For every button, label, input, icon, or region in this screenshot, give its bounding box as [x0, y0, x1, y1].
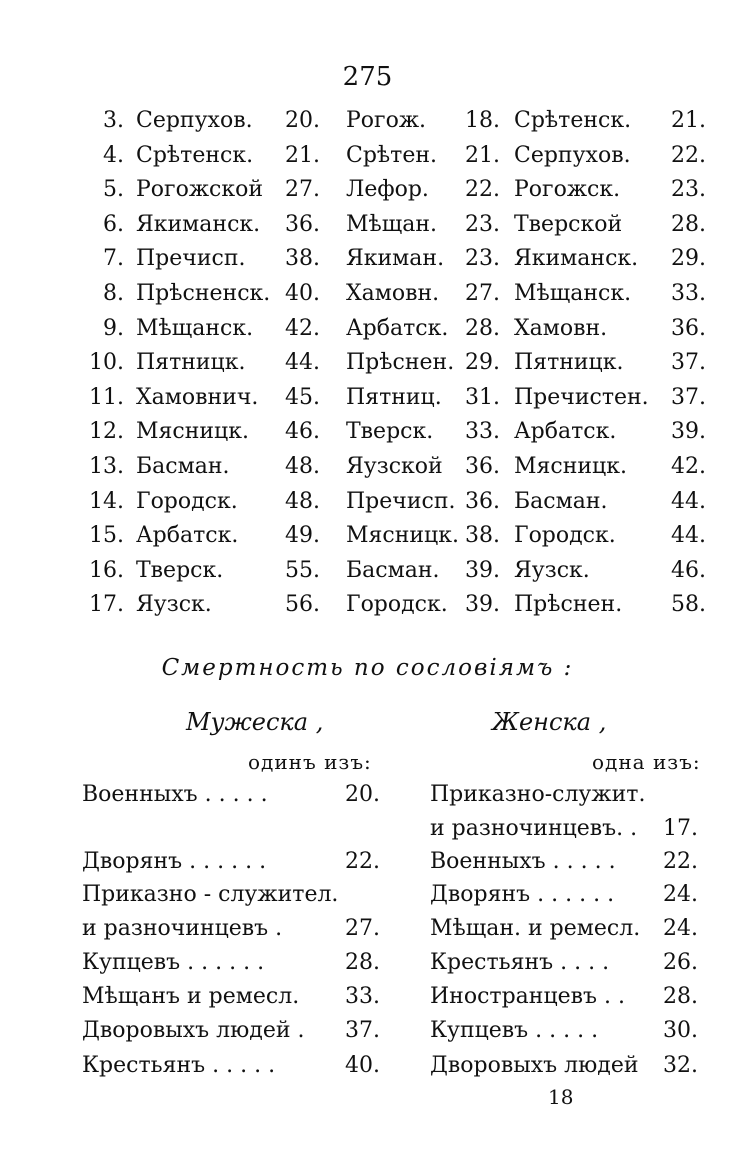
- district-value: 33.: [465, 419, 500, 445]
- estate-label: Дворянъ . . . . . .: [82, 849, 267, 874]
- table-row: [0, 208, 735, 243]
- district-value: 58.: [671, 592, 706, 618]
- district-value: 44.: [671, 523, 706, 549]
- table-row: [0, 104, 735, 139]
- district-value: 22.: [671, 142, 706, 168]
- district-name: Мясницк.: [514, 453, 627, 479]
- district-value: 42.: [671, 453, 706, 479]
- district-name: Пречисп.: [346, 488, 456, 514]
- row-index: 14.: [89, 488, 124, 514]
- male-column-subtitle: одинъ изъ:: [248, 750, 372, 774]
- district-name: Серпухов.: [136, 108, 253, 133]
- district-value: 39.: [671, 419, 706, 445]
- district-name: Якиман.: [346, 246, 445, 272]
- district-value: 40.: [285, 280, 320, 306]
- district-name: Серпухов.: [514, 142, 631, 168]
- district-name: Лефор.: [346, 177, 429, 203]
- district-value: 38.: [465, 523, 500, 549]
- district-value: 28.: [465, 315, 500, 341]
- female-column-subtitle: одна изъ:: [592, 750, 701, 774]
- district-name: Рогожск.: [514, 177, 621, 203]
- district-name: Пятницк.: [136, 350, 246, 376]
- district-name: Прѣснен.: [346, 350, 455, 376]
- estate-label: Крестьянъ . . . . .: [82, 1053, 276, 1078]
- estate-label: и разночинцевъ .: [82, 916, 283, 941]
- district-name: Хамовн.: [346, 280, 440, 306]
- district-name: Яузск.: [514, 557, 590, 583]
- female-column-title: Женска ,: [492, 708, 607, 736]
- district-name: Яузск.: [136, 592, 212, 618]
- table-row: [0, 519, 735, 554]
- list-item: [430, 812, 698, 846]
- district-value: 33.: [671, 280, 706, 306]
- district-value: 29.: [671, 246, 706, 272]
- district-name: Якиманск.: [136, 211, 261, 237]
- district-name: Срѣтенск.: [136, 142, 254, 168]
- district-value: 21.: [671, 108, 706, 133]
- table-row: [0, 242, 735, 277]
- district-value: 36.: [671, 315, 706, 341]
- estate-label: Военныхъ . . . . .: [82, 782, 268, 807]
- district-name: Хамовнич.: [136, 384, 259, 410]
- district-name: Прѣсненск.: [136, 280, 271, 306]
- estate-value: 37.: [345, 1018, 380, 1043]
- district-name: Городск.: [346, 592, 448, 618]
- row-index: 8.: [103, 280, 124, 306]
- row-index: 7.: [103, 246, 124, 272]
- district-value: 36.: [465, 453, 500, 479]
- district-value: 48.: [285, 453, 320, 479]
- table-row: [0, 554, 735, 589]
- district-name: Городск.: [514, 523, 616, 549]
- estate-label: Купцевъ . . . . . .: [82, 950, 265, 975]
- estate-label: Крестьянъ . . . .: [430, 950, 610, 975]
- district-name: Басман.: [514, 488, 608, 514]
- list-item: [430, 980, 698, 1014]
- list-item: [82, 778, 380, 812]
- estate-label: Приказно-служит.: [430, 782, 646, 807]
- district-value: 22.: [465, 177, 500, 203]
- district-name: Мѣщанск.: [514, 280, 632, 306]
- district-value: 37.: [671, 350, 706, 376]
- estate-label: Дворовыхъ людей .: [82, 1018, 305, 1043]
- district-name: Хамовн.: [514, 315, 608, 341]
- district-value: 28.: [671, 211, 706, 237]
- list-item: [430, 878, 698, 912]
- district-value: 39.: [465, 592, 500, 618]
- list-item: [430, 778, 698, 812]
- row-index: 5.: [103, 177, 124, 203]
- list-item: [82, 878, 380, 912]
- district-name: Срѣтенск.: [514, 108, 632, 133]
- district-name: Тверск.: [136, 557, 224, 583]
- row-index: 3.: [103, 108, 124, 133]
- estate-value: 26.: [663, 950, 698, 975]
- district-name: Тверск.: [346, 419, 434, 445]
- district-name: Арбатск.: [346, 315, 449, 341]
- district-value: 46.: [671, 557, 706, 583]
- district-name: Басман.: [136, 453, 230, 479]
- estate-value: 24.: [663, 882, 698, 907]
- list-item: [430, 912, 698, 946]
- district-mortality-table: [0, 104, 735, 623]
- row-index: 6.: [103, 211, 124, 237]
- estate-value: 30.: [663, 1018, 698, 1043]
- district-name: Пятницк.: [514, 350, 624, 376]
- estate-value: 17.: [663, 816, 698, 841]
- district-value: 39.: [465, 557, 500, 583]
- list-item: [430, 845, 698, 879]
- estate-value: 28.: [663, 984, 698, 1009]
- list-item: [82, 912, 380, 946]
- district-value: 49.: [285, 523, 320, 549]
- list-item: [82, 845, 380, 879]
- estate-value: 28.: [345, 950, 380, 975]
- estate-value: 22.: [345, 849, 380, 874]
- estate-label: и разночинцевъ. .: [430, 816, 638, 841]
- estate-label: Военныхъ . . . . .: [430, 849, 616, 874]
- district-value: 45.: [285, 384, 320, 410]
- table-row: [0, 173, 735, 208]
- district-value: 21.: [285, 142, 320, 168]
- list-item: [82, 1014, 380, 1048]
- estate-label: Мѣщан. и ремесл.: [430, 916, 641, 941]
- table-row: [0, 485, 735, 520]
- district-name: Мясницк.: [346, 523, 459, 549]
- row-index: 16.: [89, 557, 124, 583]
- district-value: 20.: [285, 108, 320, 133]
- district-name: Пречистен.: [514, 384, 649, 410]
- estate-label: Дворянъ . . . . . .: [430, 882, 615, 907]
- district-name: Мѣщан.: [346, 211, 438, 237]
- district-name: Басман.: [346, 557, 440, 583]
- row-index: 11.: [89, 384, 124, 410]
- estate-value: 33.: [345, 984, 380, 1009]
- estate-label: Мѣщанъ и ремесл.: [82, 984, 300, 1009]
- table-row: [0, 346, 735, 381]
- table-row: [0, 588, 735, 623]
- district-name: Яузской: [346, 453, 443, 479]
- row-index: 12.: [89, 419, 124, 445]
- table-row: [0, 450, 735, 485]
- row-index: 9.: [103, 315, 124, 341]
- table-row: [0, 381, 735, 416]
- district-value: 55.: [285, 557, 320, 583]
- table-row: [0, 277, 735, 312]
- district-value: 46.: [285, 419, 320, 445]
- male-column-title: Мужеска ,: [186, 708, 324, 736]
- estate-label: Купцевъ . . . . .: [430, 1018, 599, 1043]
- district-name: Арбатск.: [136, 523, 239, 549]
- signature-mark: 18: [548, 1085, 574, 1109]
- district-value: 21.: [465, 142, 500, 168]
- list-item: [82, 946, 380, 980]
- district-value: 18.: [465, 108, 500, 133]
- estate-value: 27.: [345, 916, 380, 941]
- district-name: Пятниц.: [346, 384, 442, 410]
- district-value: 29.: [465, 350, 500, 376]
- district-name: Арбатск.: [514, 419, 617, 445]
- row-index: 4.: [103, 142, 124, 168]
- district-name: Мѣщанск.: [136, 315, 254, 341]
- district-name: Мясницк.: [136, 419, 249, 445]
- district-value: 31.: [465, 384, 500, 410]
- page-number: 275: [342, 62, 393, 92]
- estate-label: Приказно - служител.: [82, 882, 339, 907]
- estate-label: Иностранцевъ . .: [430, 984, 625, 1009]
- row-index: 13.: [89, 453, 124, 479]
- estate-value: 32.: [663, 1053, 698, 1078]
- district-value: 38.: [285, 246, 320, 272]
- list-item: [430, 1049, 698, 1083]
- table-row: [0, 139, 735, 174]
- district-value: 23.: [465, 246, 500, 272]
- district-value: 27.: [465, 280, 500, 306]
- district-name: Рогожской: [136, 177, 264, 203]
- district-name: Пречисп.: [136, 246, 246, 272]
- district-name: Городск.: [136, 488, 238, 514]
- row-index: 17.: [89, 592, 124, 618]
- district-value: 36.: [465, 488, 500, 514]
- list-item: [430, 946, 698, 980]
- estate-value: 40.: [345, 1053, 380, 1078]
- list-item: [430, 1014, 698, 1048]
- district-value: 42.: [285, 315, 320, 341]
- district-name: Срѣтен.: [346, 142, 438, 168]
- list-item: [82, 1049, 380, 1083]
- district-value: 56.: [285, 592, 320, 618]
- table-row: [0, 415, 735, 450]
- row-index: 10.: [89, 350, 124, 376]
- district-value: 44.: [285, 350, 320, 376]
- row-index: 15.: [89, 523, 124, 549]
- district-name: Тверской: [514, 211, 623, 237]
- district-value: 37.: [671, 384, 706, 410]
- estate-value: 22.: [663, 849, 698, 874]
- estate-value: 24.: [663, 916, 698, 941]
- section-title: Смертность по сословіямъ :: [161, 655, 574, 681]
- district-name: Прѣснен.: [514, 592, 623, 618]
- district-name: Рогож.: [346, 108, 427, 133]
- district-name: Якиманск.: [514, 246, 639, 272]
- estate-value: 20.: [345, 782, 380, 807]
- district-value: 48.: [285, 488, 320, 514]
- district-value: 23.: [671, 177, 706, 203]
- district-value: 23.: [465, 211, 500, 237]
- district-value: 36.: [285, 211, 320, 237]
- table-row: [0, 312, 735, 347]
- list-item: [82, 980, 380, 1014]
- district-value: 27.: [285, 177, 320, 203]
- estate-label: Дворовыхъ людей: [430, 1053, 639, 1078]
- district-value: 44.: [671, 488, 706, 514]
